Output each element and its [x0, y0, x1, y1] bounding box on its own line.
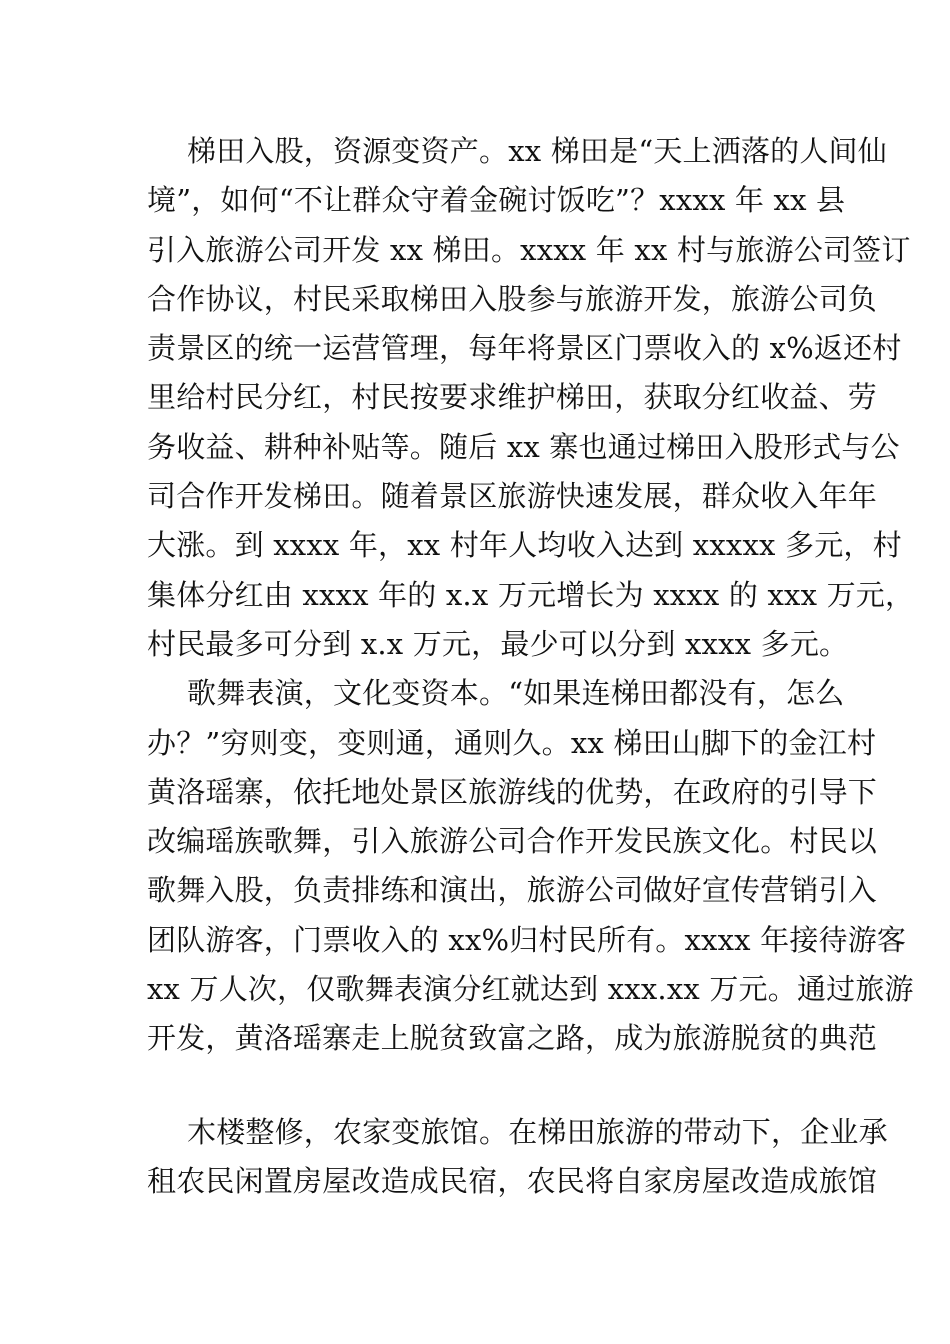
text-line: 责景区的统一运营管理，每年将景区门票收入的 x%返还村 — [147, 331, 902, 366]
text-line: 里给村民分红，村民按要求维护梯田，获取分红收益、劳 — [147, 380, 878, 415]
paragraph-terrace-shares — [147, 127, 915, 669]
text-line: 租农民闲置房屋改造成民宿，农民将自家房屋改造成旅馆 — [147, 1163, 878, 1198]
paragraph-gap — [147, 1064, 807, 1108]
text-line: 大涨。到 xxxx 年，xx 村年人均收入达到 xxxxx 多元，村 — [147, 528, 902, 563]
text-line: 办？”穷则变，变则通，通则久。xx 梯田山脚下的金江村 — [147, 725, 877, 760]
text-line: 司合作开发梯田。随着景区旅游快速发展，群众收入年年 — [147, 479, 878, 514]
text-line: 改编瑶族歌舞，引入旅游公司合作开发民族文化。村民以 — [147, 824, 878, 859]
text-line: 合作协议，村民采取梯田入股参与旅游开发，旅游公司负 — [147, 281, 878, 316]
text-line: 歌舞表演，文化变资本。“如果连梯田都没有，怎么 — [187, 676, 845, 711]
paragraph-song-dance — [147, 669, 914, 1063]
text-line: 引入旅游公司开发 xx 梯田。xxxx 年 xx 村与旅游公司签订 — [147, 232, 911, 267]
text-line: 木楼整修，农家变旅馆。在梯田旅游的带动下，企业承 — [187, 1114, 888, 1149]
text-line: 开发，黄洛瑶寨走上脱贫致富之路，成为旅游脱贫的典范 — [147, 1021, 878, 1056]
text-line: 境”，如何“不让群众守着金碗讨饭吃”？xxxx 年 xx 县 — [147, 183, 846, 218]
text-line: 歌舞入股，负责排练和演出，旅游公司做好宣传营销引入 — [147, 873, 878, 908]
paragraph-wooden-houses — [147, 1108, 888, 1207]
text-line: xx 万人次，仅歌舞表演分红就达到 xxx.xx 万元。通过旅游 — [147, 972, 914, 1007]
text-line: 梯田入股，资源变资产。xx 梯田是“天上洒落的人间仙 — [187, 134, 887, 168]
document-body — [147, 127, 915, 1206]
text-line: 集体分红由 xxxx 年的 x.x 万元增长为 xxxx 的 xxx 万元， — [147, 577, 915, 612]
text-line: 村民最多可分到 x.x 万元，最少可以分到 xxxx 多元。 — [147, 626, 849, 661]
text-line: 黄洛瑶寨，依托地处景区旅游线的优势，在政府的引导下 — [147, 774, 878, 809]
text-line: 团队游客，门票收入的 xx%归村民所有。xxxx 年接待游客 — [147, 922, 907, 957]
text-line: 务收益、耕种补贴等。随后 xx 寨也通过梯田入股形式与公 — [147, 429, 900, 464]
